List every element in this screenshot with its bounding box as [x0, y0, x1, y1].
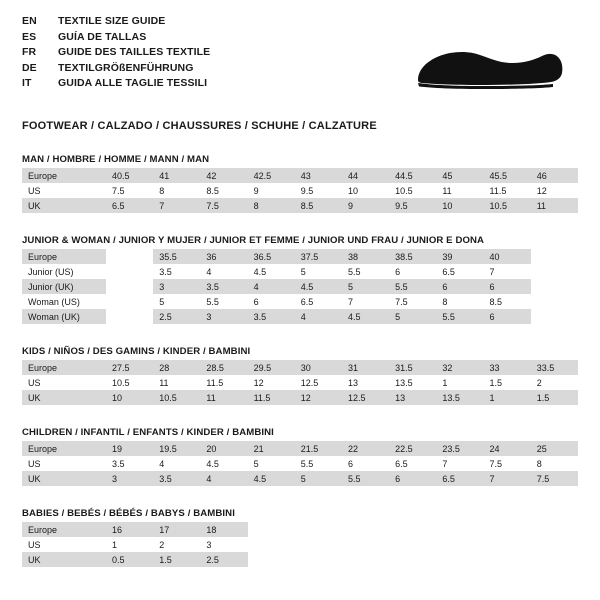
size-cell: 6.5: [436, 471, 483, 486]
size-cell: 6: [389, 471, 436, 486]
row-label: Woman (US): [22, 294, 106, 309]
size-cell: 27.5: [106, 360, 153, 375]
size-cell: 32: [436, 360, 483, 375]
table-row: [22, 168, 578, 183]
size-cell: 9.5: [295, 183, 342, 198]
size-cell: 3.5: [200, 279, 247, 294]
size-cell: 42.5: [248, 168, 295, 183]
size-tables-container: [22, 154, 578, 567]
size-cell: 6.5: [389, 456, 436, 471]
size-cell: 3.5: [106, 456, 153, 471]
language-code: IT: [22, 77, 32, 89]
row-label: Europe: [22, 441, 106, 456]
table-row: [22, 375, 578, 390]
size-cell: 39: [436, 249, 483, 264]
size-cell: 46: [531, 168, 578, 183]
row-label: Junior (UK): [22, 279, 106, 294]
size-cell: [106, 264, 153, 279]
size-cell: 3.5: [153, 264, 200, 279]
size-cell: 4.5: [248, 471, 295, 486]
size-cell: 3: [200, 309, 247, 324]
size-cell: 4.5: [295, 279, 342, 294]
size-group: [22, 235, 578, 324]
size-cell: 12.5: [295, 375, 342, 390]
dress-shoe-icon: [388, 36, 568, 96]
size-cell: 1: [106, 537, 153, 552]
size-cell: [531, 294, 578, 309]
size-cell: 12: [295, 390, 342, 405]
size-cell: 1.5: [484, 375, 531, 390]
table-row: [22, 456, 578, 471]
size-cell: 11.5: [248, 390, 295, 405]
size-cell: 8.5: [295, 198, 342, 213]
row-label: Europe: [22, 522, 106, 537]
size-cell: [389, 522, 436, 537]
table-row: [22, 552, 578, 567]
language-title: GUÍA DE TALLAS: [58, 30, 147, 43]
size-cell: 5: [342, 279, 389, 294]
size-cell: 8: [248, 198, 295, 213]
size-cell: 10.5: [484, 198, 531, 213]
size-cell: 7: [484, 471, 531, 486]
size-cell: 28.5: [200, 360, 247, 375]
size-cell: 13.5: [436, 390, 483, 405]
size-cell: [342, 522, 389, 537]
size-cell: 5.5: [200, 294, 247, 309]
size-cell: [436, 522, 483, 537]
size-cell: [295, 537, 342, 552]
size-cell: 10.5: [106, 375, 153, 390]
size-cell: [106, 249, 153, 264]
size-cell: 36: [200, 249, 247, 264]
size-cell: 4: [295, 309, 342, 324]
size-cell: 42: [200, 168, 247, 183]
size-cell: [389, 537, 436, 552]
size-cell: 23.5: [436, 441, 483, 456]
size-cell: 8: [153, 183, 200, 198]
size-group: [22, 427, 578, 486]
size-group: [22, 346, 578, 405]
language-code: FR: [22, 46, 37, 58]
size-cell: 4: [200, 264, 247, 279]
size-group-title: KIDS / NIÑOS / DES GAMINS / KINDER / BAMBINI: [22, 346, 251, 357]
size-cell: 12: [248, 375, 295, 390]
size-cell: 12.5: [342, 390, 389, 405]
size-cell: 16: [106, 522, 153, 537]
size-cell: 25: [531, 441, 578, 456]
size-cell: 44: [342, 168, 389, 183]
size-cell: 3.5: [248, 309, 295, 324]
language-title: GUIDE DES TAILLES TEXTILE: [58, 46, 211, 58]
size-cell: 31: [342, 360, 389, 375]
size-cell: 7: [153, 198, 200, 213]
row-label: Europe: [22, 360, 106, 375]
size-cell: 18: [200, 522, 247, 537]
size-cell: 7.5: [200, 198, 247, 213]
size-cell: 8.5: [484, 294, 531, 309]
size-cell: 36.5: [248, 249, 295, 264]
size-cell: 3: [200, 537, 247, 552]
size-cell: 2.5: [153, 309, 200, 324]
size-cell: 45.5: [484, 168, 531, 183]
language-code: DE: [22, 61, 37, 74]
size-cell: 8: [531, 456, 578, 471]
size-cell: 9: [342, 198, 389, 213]
size-cell: 1.5: [531, 390, 578, 405]
language-title: TEXTILE SIZE GUIDE: [58, 15, 166, 27]
size-cell: 10: [106, 390, 153, 405]
row-label: UK: [22, 390, 106, 405]
size-cell: 2: [153, 537, 200, 552]
size-cell: 9.5: [389, 198, 436, 213]
size-cell: 4.5: [248, 264, 295, 279]
size-cell: 5.5: [389, 279, 436, 294]
footwear-section-title: FOOTWEAR / CALZADO / CHAUSSURES / SCHUHE / CALZATURE: [22, 120, 377, 132]
size-cell: 35.5: [153, 249, 200, 264]
size-table: [22, 168, 578, 213]
table-row: [22, 537, 578, 552]
size-cell: 6: [484, 279, 531, 294]
table-row: [22, 183, 578, 198]
size-cell: 5.5: [342, 264, 389, 279]
size-cell: [248, 537, 295, 552]
size-cell: 13: [389, 390, 436, 405]
row-label: US: [22, 375, 106, 390]
size-cell: 3: [106, 471, 153, 486]
size-cell: [248, 552, 295, 567]
size-cell: 38.5: [389, 249, 436, 264]
size-cell: 43: [295, 168, 342, 183]
size-cell: 31.5: [389, 360, 436, 375]
size-cell: 6.5: [295, 294, 342, 309]
size-cell: 22.5: [389, 441, 436, 456]
size-cell: [531, 249, 578, 264]
size-cell: 11: [153, 375, 200, 390]
size-cell: 6.5: [106, 198, 153, 213]
size-cell: 24: [484, 441, 531, 456]
row-label: UK: [22, 471, 106, 486]
size-cell: 4: [200, 471, 247, 486]
size-cell: [342, 552, 389, 567]
size-cell: 3: [153, 279, 200, 294]
size-table: [22, 441, 578, 486]
size-cell: 13: [342, 375, 389, 390]
size-cell: 12: [531, 183, 578, 198]
size-group-title: CHILDREN / INFANTIL / ENFANTS / KINDER / BAMBINI: [22, 427, 274, 438]
language-code: EN: [22, 15, 37, 27]
size-cell: 5: [153, 294, 200, 309]
size-cell: 21: [248, 441, 295, 456]
size-table: [22, 522, 578, 567]
size-cell: 19.5: [153, 441, 200, 456]
size-group: [22, 508, 578, 567]
row-label: UK: [22, 198, 106, 213]
size-cell: [484, 522, 531, 537]
language-code: ES: [22, 30, 37, 43]
size-cell: 7: [342, 294, 389, 309]
size-group-title: MAN / HOMBRE / HOMME / MANN / MAN: [22, 154, 210, 165]
size-cell: 8.5: [200, 183, 247, 198]
size-cell: 2: [531, 375, 578, 390]
row-label: UK: [22, 552, 106, 567]
size-cell: 7.5: [484, 456, 531, 471]
size-cell: 11: [200, 390, 247, 405]
size-cell: [436, 537, 483, 552]
size-cell: 17: [153, 522, 200, 537]
size-cell: 10.5: [153, 390, 200, 405]
size-cell: 11: [531, 198, 578, 213]
table-row: [22, 198, 578, 213]
table-row: [22, 279, 578, 294]
table-row: [22, 309, 578, 324]
table-row: [22, 249, 578, 264]
size-cell: 0.5: [106, 552, 153, 567]
size-cell: 7.5: [106, 183, 153, 198]
size-cell: 30: [295, 360, 342, 375]
size-group: [22, 154, 578, 213]
size-cell: 6: [248, 294, 295, 309]
size-cell: [295, 552, 342, 567]
size-cell: 1: [436, 375, 483, 390]
size-cell: 7: [484, 264, 531, 279]
size-cell: 5: [295, 471, 342, 486]
size-cell: 22: [342, 441, 389, 456]
size-cell: 28: [153, 360, 200, 375]
size-cell: [531, 537, 578, 552]
size-cell: 40: [484, 249, 531, 264]
size-cell: [531, 522, 578, 537]
size-cell: 4: [248, 279, 295, 294]
size-cell: 4.5: [342, 309, 389, 324]
size-cell: [531, 309, 578, 324]
row-label: Junior (US): [22, 264, 106, 279]
row-label: Woman (UK): [22, 309, 106, 324]
table-row: [22, 390, 578, 405]
size-cell: 2.5: [200, 552, 247, 567]
size-cell: 6: [389, 264, 436, 279]
size-cell: [436, 552, 483, 567]
table-row: [22, 522, 578, 537]
size-cell: 5.5: [342, 471, 389, 486]
size-cell: 44.5: [389, 168, 436, 183]
size-cell: 38: [342, 249, 389, 264]
size-cell: 21.5: [295, 441, 342, 456]
size-cell: 5.5: [436, 309, 483, 324]
size-cell: 10.5: [389, 183, 436, 198]
size-cell: 7: [436, 456, 483, 471]
size-table: [22, 360, 578, 405]
size-cell: 33.5: [531, 360, 578, 375]
size-cell: [295, 522, 342, 537]
size-cell: 3.5: [153, 471, 200, 486]
document-header: [22, 14, 578, 106]
size-cell: [389, 552, 436, 567]
size-cell: [531, 552, 578, 567]
size-cell: 6: [342, 456, 389, 471]
table-row: [22, 264, 578, 279]
size-cell: [248, 522, 295, 537]
size-cell: [106, 309, 153, 324]
size-cell: 40.5: [106, 168, 153, 183]
size-cell: 7.5: [389, 294, 436, 309]
table-row: [22, 360, 578, 375]
size-cell: 7.5: [531, 471, 578, 486]
size-cell: 1: [484, 390, 531, 405]
row-label: Europe: [22, 168, 106, 183]
size-cell: 6: [436, 279, 483, 294]
size-cell: 5.5: [295, 456, 342, 471]
size-cell: 11: [436, 183, 483, 198]
table-row: [22, 294, 578, 309]
size-cell: 10: [436, 198, 483, 213]
size-cell: 11.5: [200, 375, 247, 390]
size-group-title: BABIES / BEBÉS / BÉBÉS / BABYS / BAMBINI: [22, 508, 235, 519]
size-cell: 37.5: [295, 249, 342, 264]
size-cell: 10: [342, 183, 389, 198]
language-title: TEXTILGRÖßENFÜHRUNG: [58, 61, 194, 74]
size-cell: 41: [153, 168, 200, 183]
language-row: [22, 14, 578, 30]
size-table: [22, 249, 578, 324]
size-cell: 45: [436, 168, 483, 183]
size-cell: 13.5: [389, 375, 436, 390]
size-cell: 19: [106, 441, 153, 456]
row-label: US: [22, 456, 106, 471]
size-group-title: JUNIOR & WOMAN / JUNIOR Y MUJER / JUNIOR ET FEMME / JUNIOR UND FRAU / JUNIOR E DONA: [22, 235, 485, 246]
language-title: GUIDA ALLE TAGLIE TESSILI: [58, 77, 208, 89]
size-cell: 4.5: [200, 456, 247, 471]
size-cell: 5: [248, 456, 295, 471]
size-cell: 5: [295, 264, 342, 279]
size-cell: 6: [484, 309, 531, 324]
size-cell: 4: [153, 456, 200, 471]
table-row: [22, 471, 578, 486]
size-cell: 5: [389, 309, 436, 324]
size-cell: 11.5: [484, 183, 531, 198]
size-cell: 20: [200, 441, 247, 456]
size-cell: [106, 279, 153, 294]
size-cell: 1.5: [153, 552, 200, 567]
row-label: Europe: [22, 249, 106, 264]
size-cell: 8: [436, 294, 483, 309]
size-cell: [484, 537, 531, 552]
size-cell: [106, 294, 153, 309]
size-cell: [342, 537, 389, 552]
row-label: US: [22, 183, 106, 198]
size-cell: 6.5: [436, 264, 483, 279]
row-label: US: [22, 537, 106, 552]
size-cell: [531, 264, 578, 279]
size-cell: 29.5: [248, 360, 295, 375]
size-cell: [531, 279, 578, 294]
size-cell: 33: [484, 360, 531, 375]
size-cell: 9: [248, 183, 295, 198]
size-cell: [484, 552, 531, 567]
table-row: [22, 441, 578, 456]
